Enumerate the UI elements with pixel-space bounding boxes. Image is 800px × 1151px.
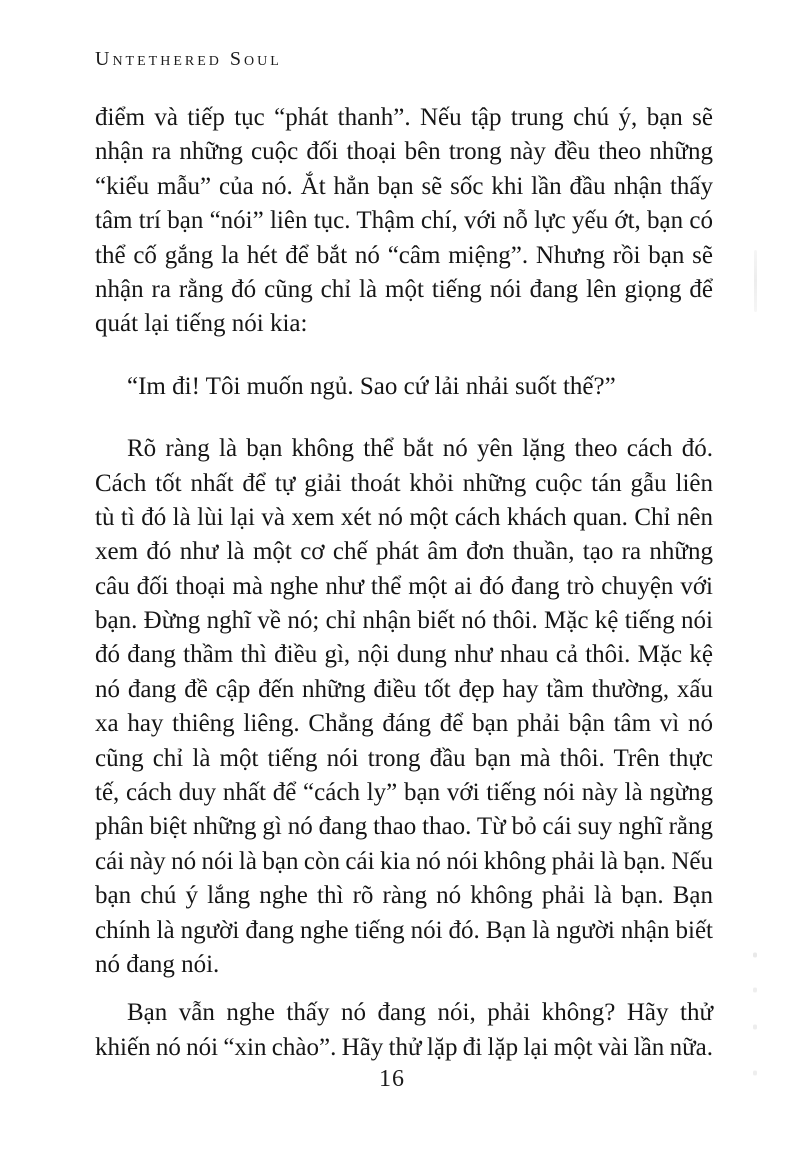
text-line-content: Cách tốt nhất để tự giải thoát khỏi những cuộc tán gẫu liên [95,469,713,497]
text-line [95,707,713,741]
text-line [95,570,713,604]
text-line [95,239,713,273]
text-line-content: câu đối thoại mà nghe như thể một ai đó đang trò chuyện với [95,572,713,600]
text-line [95,845,713,879]
text-line-content: xem đó như là một cơ chế phát âm đơn thuần, tạo ra những [95,538,713,566]
text-line [95,810,713,844]
text-line-content: cái này nó nói là bạn còn cái kia nó nói không phải là bạn. Nếu [95,847,713,875]
quote-paragraph [95,370,713,404]
text-line [95,501,713,535]
text-line [95,135,713,169]
text-line-content: tế, cách duy nhất để “cách ly” bạn với tiếng nói này là ngừng [95,779,713,807]
text-line-content: Rõ ràng là bạn không thể bắt nó yên lặng theo cách đó. [127,435,713,463]
text-line [95,638,713,672]
text-line-content: tâm trí bạn “nói” liên tục. Thậm chí, với nỗ lực yếu ớt, bạn có [95,207,713,235]
text-line-content: tù tì đó là lùi lại và xem xét nó một cách khách quan. Chỉ nên [95,503,713,531]
text-line [95,535,713,569]
text-line-content: phân biệt những gì nó đang thao thao. Từ bỏ cái suy nghĩ rằng [95,813,713,841]
text-line [95,879,713,913]
text-line [95,467,713,501]
scan-speckle-artifact [753,945,757,1085]
text-line-content: bạn. Đừng nghĩ về nó; chỉ nhận biết nó thôi. Mặc kệ tiếng nói [95,607,713,635]
text-line-content: nhận ra những cuộc đối thoại bên trong này đều theo những [95,138,713,166]
paragraph-1 [95,101,713,342]
text-line [95,604,713,638]
text-line-content: nhận ra rằng đó cũng chỉ là một tiếng nói đang lên giọng để [95,275,713,303]
page-number: 16 [379,1066,405,1092]
text-line [95,948,713,982]
text-line [95,742,713,776]
text-line [95,776,713,810]
text-line-content: nó đang đề cập đến những điều tốt đẹp hay tầm thường, xấu [95,675,713,703]
text-line-content: “kiểu mẫu” của nó. Ắt hẳn bạn sẽ sốc khi lần đầu nhận thấy [95,172,713,200]
text-line-content: quát lại tiếng nói kia: [95,310,308,338]
text-line-content: điểm và tiếp tục “phát thanh”. Nếu tập trung chú ý, bạn sẽ [95,104,713,131]
text-line [95,273,713,307]
text-line [95,204,713,238]
text-line-content: khiến nó nói “xin chào”. Hãy thử lặp đi lặp lại một vài lần nữa. [95,1033,713,1061]
text-line-content: nó đang nói. [95,950,220,978]
text-line-content: thể cố gắng la hét để bắt nó “câm miệng”. Nhưng rồi bạn sẽ [95,241,713,269]
text-line [95,101,713,135]
text-line-content: chính là người đang nghe tiếng nói đó. Bạn là người nhận biết [95,916,713,944]
text-line [127,370,713,404]
text-line [95,307,713,341]
text-line [95,914,713,948]
text-line-content: bạn chú ý lắng nghe thì rõ ràng nó không phải là bạn. Bạn [95,882,713,910]
running-header-title: Untethered Soul [95,48,282,70]
text-line-content: Bạn vẫn nghe thấy nó đang nói, phải không? Hãy thử [127,999,713,1027]
text-line [95,673,713,707]
paragraph-2 [95,432,713,982]
text-line-content: cũng chỉ là một tiếng nói trong đầu bạn mà thôi. Trên thực [95,744,713,772]
text-line-content: đó đang thầm thì điều gì, nội dung như nhau cả thôi. Mặc kệ [95,641,713,669]
text-line [127,996,713,1030]
text-line-content: xa hay thiêng liêng. Chẳng đáng để bạn phải bận tâm vì nó [95,710,713,738]
scan-edge-artifact [754,250,757,312]
text-line [95,1031,713,1065]
text-line-content: “Im đi! Tôi muốn ngủ. Sao cứ lải nhải suốt thế?” [127,372,616,400]
text-line [95,170,713,204]
text-line [127,432,713,466]
paragraph-3 [95,996,713,1065]
body-text [95,101,713,1065]
